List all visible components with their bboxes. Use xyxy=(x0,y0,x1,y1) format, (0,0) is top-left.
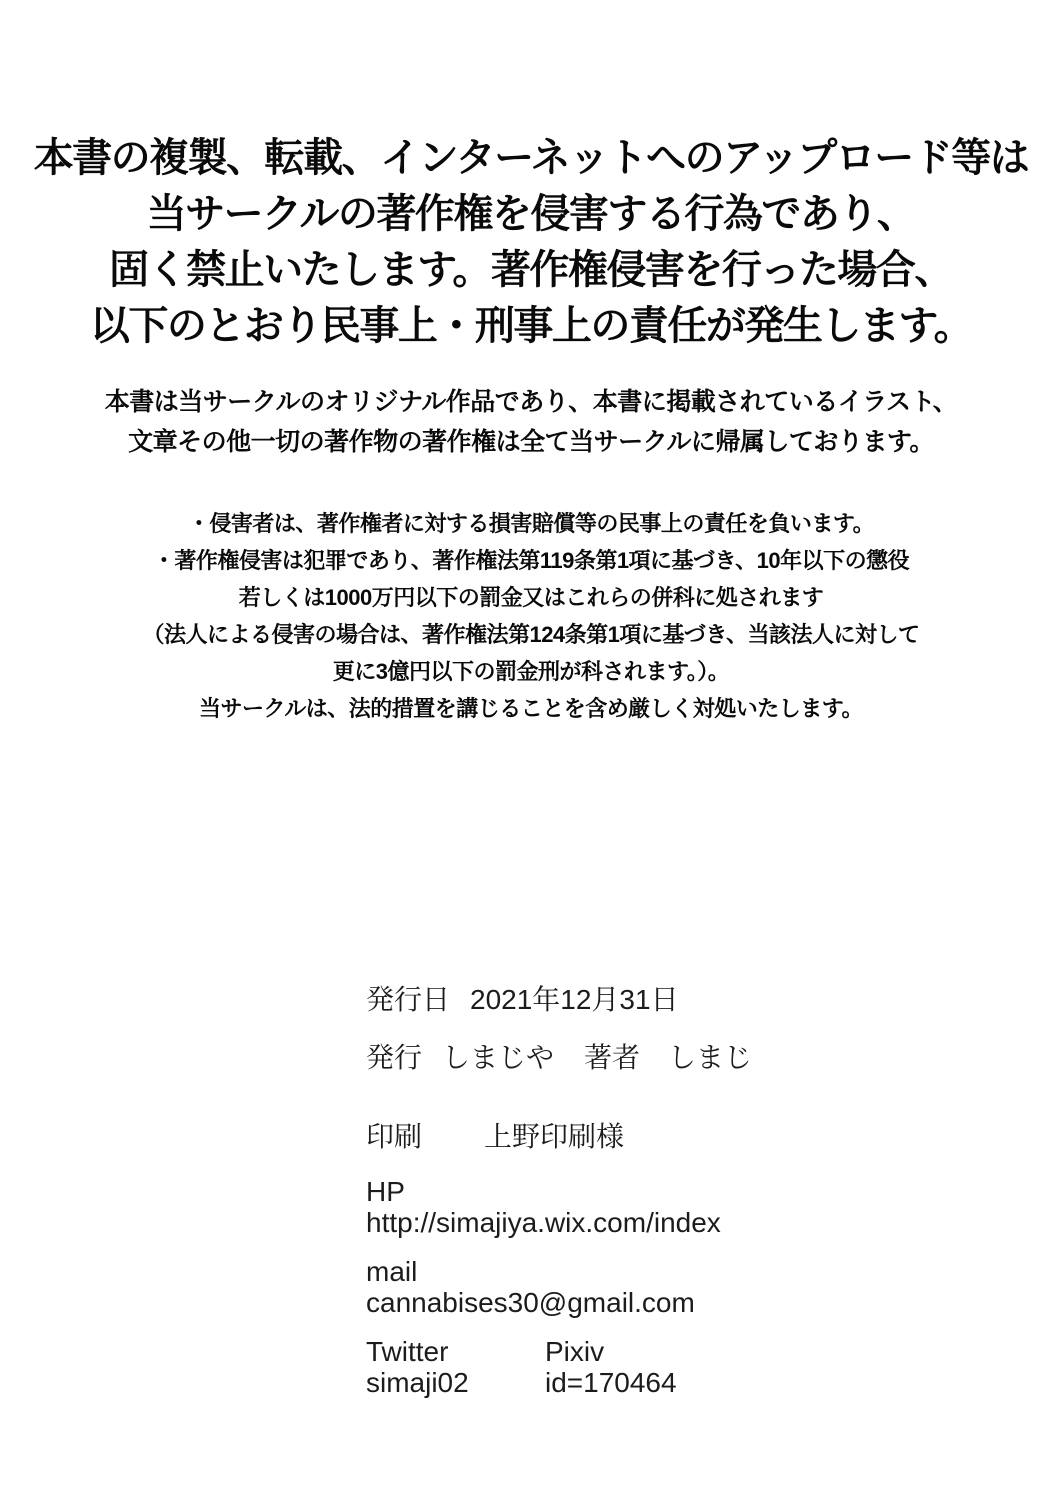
sns-values-row xyxy=(366,1367,752,1398)
twitter-id: simaji02 xyxy=(366,1367,469,1398)
legal-notice-line: 更に3億円以下の罰金刑が科されます。）。 xyxy=(332,659,730,684)
pixiv-id: id=170464 xyxy=(545,1367,677,1398)
publisher-label: 発行 xyxy=(366,1042,423,1073)
homepage-section xyxy=(366,1176,752,1238)
warning-heading-line: 当サークルの著作権を侵害する行為であり、 xyxy=(146,192,916,236)
legal-notice-line: 当サークルは、法的措置を講じることを含め厳しく対処いたします。 xyxy=(198,696,864,721)
warning-heading-line: 固く禁止いたします。著作権侵害を行った場合、 xyxy=(109,248,953,292)
colophon xyxy=(366,984,752,1398)
sns-labels-row xyxy=(366,1336,752,1367)
legal-notice-line: ・侵害者は、著作権者に対する損害賠償等の民事上の責任を負います。 xyxy=(187,511,875,536)
ownership-statement xyxy=(0,382,1062,462)
mail-section xyxy=(366,1256,752,1318)
ownership-statement-line: 本書は当サークルのオリジナル作品であり、本書に掲載されているイラスト、 xyxy=(104,388,958,416)
ownership-statement-line: 文章その他一切の著作物の著作権は全て当サークルに帰属しております。 xyxy=(128,428,934,456)
twitter-label: Twitter xyxy=(366,1336,449,1367)
legal-notice xyxy=(0,505,1062,727)
legal-notice-line: ・著作権侵害は犯罪であり、著作権法第119条第1項に基づき、10年以下の懲役 xyxy=(152,548,910,573)
homepage-url: http://simajiya.wix.com/index xyxy=(366,1207,721,1238)
issue-date-row xyxy=(366,984,752,1015)
warning-heading-line: 以下のとおり民事上・刑事上の責任が発生します。 xyxy=(89,304,973,348)
mail-label: mail xyxy=(366,1256,418,1287)
author-label: 著者 xyxy=(584,1042,641,1073)
sns-section xyxy=(366,1336,752,1398)
printer-value: 上野印刷様 xyxy=(484,1121,625,1152)
publisher-value: しまじや xyxy=(442,1042,555,1073)
legal-notice-line: 若しくは1000万円以下の罰金又はこれらの併科に処されます xyxy=(238,585,824,610)
copyright-warning-heading xyxy=(0,130,1062,354)
publisher-author-row xyxy=(366,1042,752,1073)
homepage-label: HP xyxy=(366,1176,405,1207)
issue-date-label: 発行日 xyxy=(366,984,451,1015)
printer-label: 印刷 xyxy=(366,1121,423,1152)
author-value: しまじ xyxy=(668,1042,753,1073)
legal-notice-line: （法人による侵害の場合は、著作権法第124条第1項に基づき、当該法人に対して xyxy=(142,622,920,647)
mail-address: cannabises30@gmail.com xyxy=(366,1287,695,1318)
pixiv-label: Pixiv xyxy=(545,1336,605,1367)
printer-row xyxy=(366,1121,752,1152)
issue-date-value: 2021年12月31日 xyxy=(470,984,679,1015)
warning-heading-line: 本書の複製、転載、インターネットへのアップロード等は xyxy=(33,136,1029,180)
